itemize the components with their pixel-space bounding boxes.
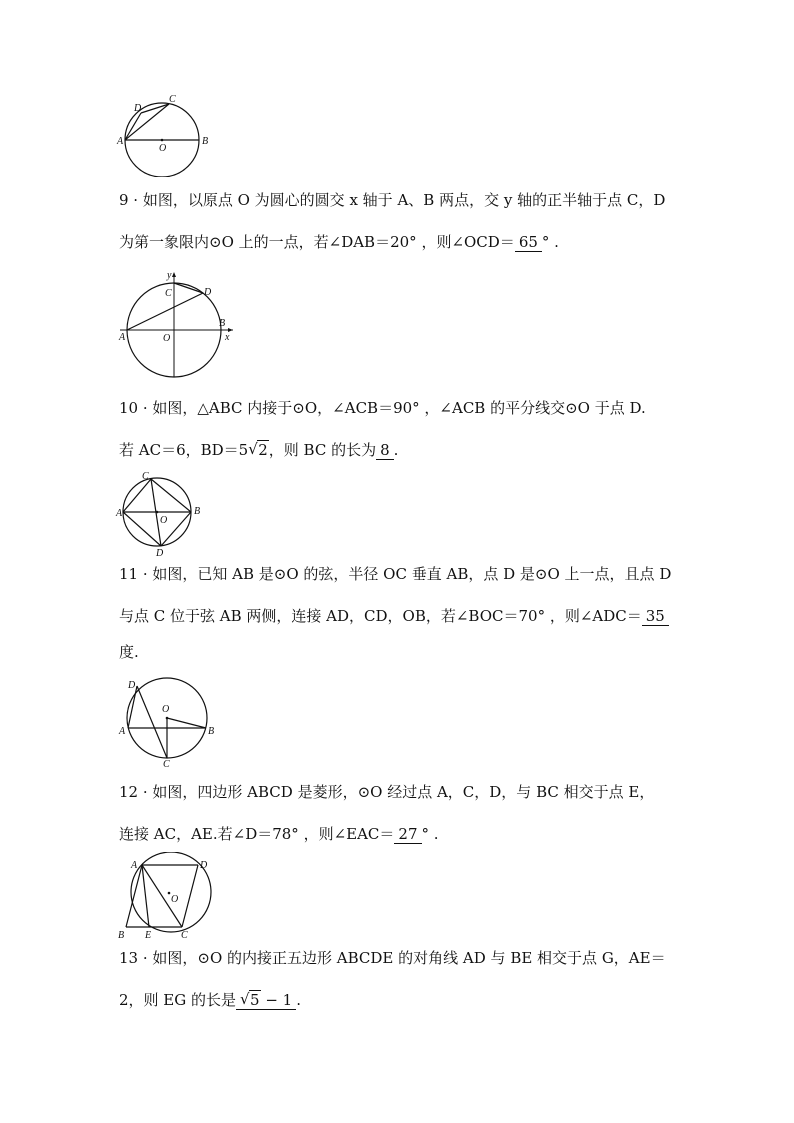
q9-line1: 9 · 如图，以原点 O 为圆心的圆交 x 轴于 A、B 两点，交 y 轴的正半轴于点 C，D: [119, 191, 666, 209]
label-c: C: [181, 930, 188, 941]
q12-line2: 连接 AC，AE.若∠D＝78° ，则∠EAC＝ 27 ° .: [119, 825, 439, 843]
q11-line1: 11 · 如图，已知 AB 是⊙O 的弦，半径 OC 垂直 AB，点 D 是⊙O 上一点，且点 D: [119, 565, 672, 583]
q13-answer: √ 5 − 1: [236, 992, 296, 1010]
q10-line1: 10 · 如图，△ABC 内接于⊙O，∠ACB＝90° ，∠ACB 的平分线交⊙O 于点 D.: [119, 399, 646, 417]
label-c: C: [142, 471, 149, 482]
label-c: C: [169, 94, 176, 105]
label-x-axis: x: [225, 332, 230, 343]
q12-line1: 12 · 如图，四边形 ABCD 是菱形，⊙O 经过点 A，C，D，与 BC 相交于点 E，: [119, 783, 655, 801]
q9-line2: 为第一象限内⊙O 上的一点，若∠DAB＝20° ，则∠OCD＝ 65 ° .: [119, 233, 559, 251]
label-e: E: [145, 930, 152, 941]
q11-line3: 度.: [119, 643, 139, 661]
sqrt-expression: √ 2: [248, 440, 268, 459]
figure-inscribed-right-triangle: [115, 470, 215, 558]
label-a: A: [131, 860, 138, 871]
label-d: D: [134, 103, 142, 114]
label-o: O: [160, 515, 168, 526]
figure-circle-diameter-ab: [115, 92, 215, 177]
label-b: B: [202, 136, 209, 147]
label-a: A: [117, 136, 124, 147]
label-o: O: [171, 894, 179, 905]
label-b: B: [208, 726, 215, 737]
label-d: D: [128, 680, 136, 691]
label-b: B: [118, 930, 125, 941]
label-d: D: [156, 548, 164, 558]
q10-answer: 8: [376, 442, 394, 460]
label-d: D: [200, 860, 208, 871]
label-c: C: [165, 288, 172, 299]
label-o: O: [162, 704, 170, 715]
label-d: D: [204, 287, 212, 298]
q11-line2: 与点 C 位于弦 AB 两侧，连接 AD，CD，OB，若∠BOC＝70° ，则∠ADC＝ 35: [119, 606, 669, 626]
label-a: A: [119, 332, 126, 343]
label-a: A: [116, 508, 123, 519]
q13-line1: 13 · 如图，⊙O 的内接正五边形 ABCDE 的对角线 AD 与 BE 相交于点 G，AE＝: [119, 949, 666, 967]
label-y-axis: y: [167, 270, 172, 281]
label-b: B: [219, 318, 226, 329]
figure-chord-radius: [115, 670, 220, 768]
q9-answer: 65: [515, 234, 542, 252]
q13-line2: 2，则 EG 的长是 √ 5 − 1 .: [119, 990, 301, 1009]
label-o: O: [159, 143, 167, 154]
q12-answer: 27: [394, 826, 421, 844]
q10-line2: 若 AC＝6，BD＝5 √ 2，则 BC 的长为 8 .: [119, 440, 399, 459]
label-c: C: [163, 759, 170, 768]
label-a: A: [119, 726, 126, 737]
label-o: O: [163, 333, 171, 344]
q11-answer: 35: [642, 608, 669, 626]
figure-circle-on-axes: [115, 268, 235, 380]
label-b: B: [194, 506, 201, 517]
figure-rhombus-circle: [113, 852, 223, 942]
